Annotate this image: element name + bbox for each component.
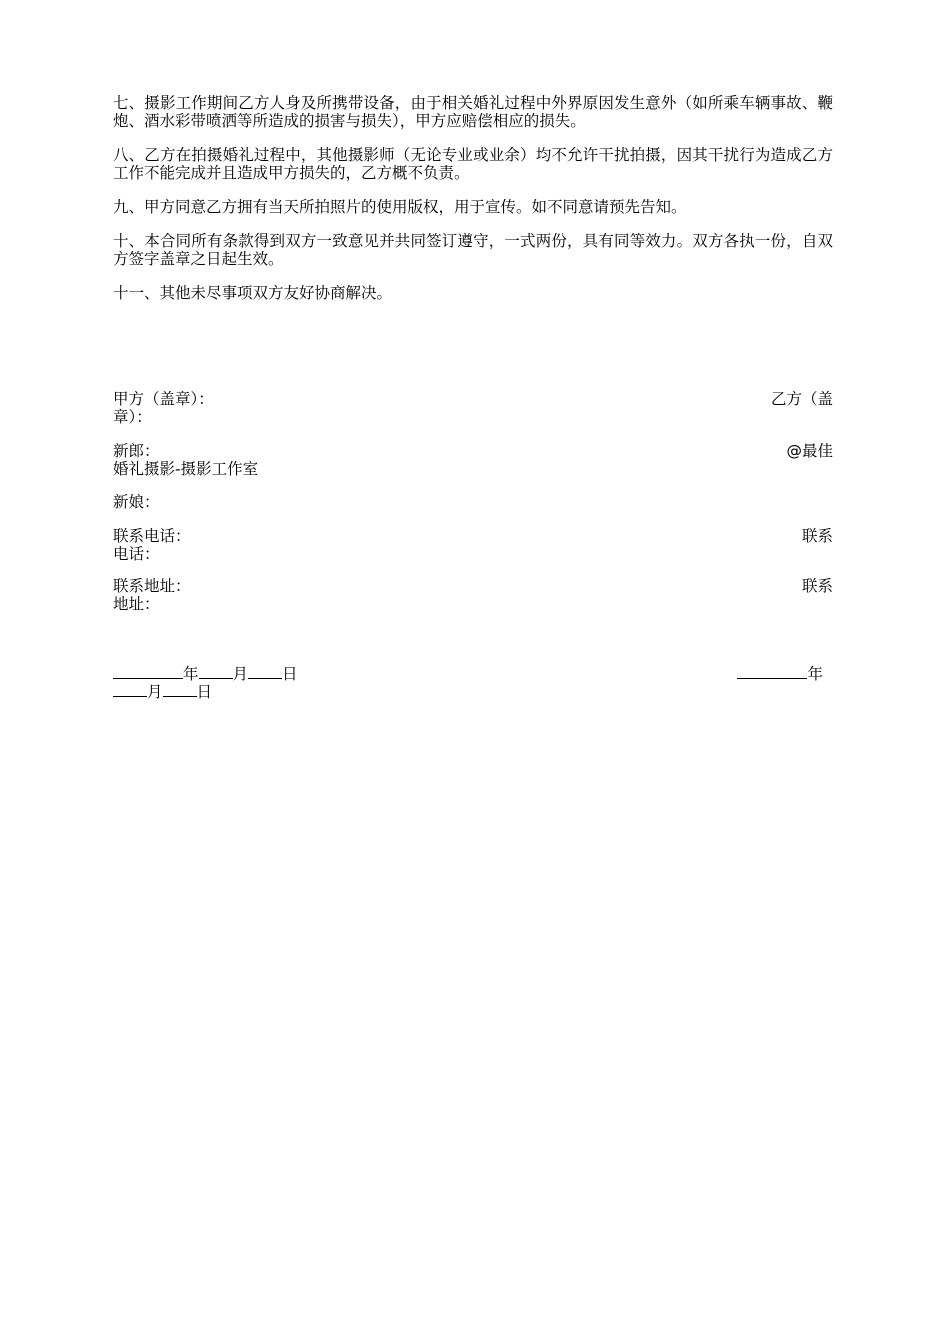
address-label-a: 联系地址： bbox=[113, 577, 191, 595]
year-blank-b[interactable] bbox=[737, 665, 807, 679]
clause-9: 九、甲方同意乙方拥有当天所拍照片的使用版权，用于宣传。如不同意请预先告知。 bbox=[113, 198, 687, 216]
year-label-a: 年 bbox=[183, 665, 199, 683]
year-blank-a[interactable] bbox=[113, 665, 183, 679]
month-label-b: 月 bbox=[147, 683, 163, 701]
address-label-b: 联系 bbox=[801, 577, 833, 595]
clause-10: 十、本合同所有条款得到双方一致意见并共同签订遵守，一式两份，具有同等效力。双方各执一份，自双方签字盖章之日起生效。 bbox=[113, 232, 833, 268]
groom-label: 新郎： bbox=[113, 442, 160, 460]
groom-row bbox=[113, 442, 833, 478]
clause-8: 八、乙方在拍摄婚礼过程中，其他摄影师（无论专业或业余）均不允许干扰拍摄，因其干扰行为造成乙方工作不能完成并且造成甲方损失的，乙方概不负责。 bbox=[113, 146, 833, 182]
day-label-a: 日 bbox=[282, 665, 298, 683]
address-label-b-wrap: 地址： bbox=[113, 595, 160, 613]
party-b-label: 乙方（盖 bbox=[770, 390, 833, 408]
studio-name-wrap: 婚礼摄影-摄影工作室 bbox=[113, 460, 259, 478]
date-b-part2 bbox=[113, 683, 833, 701]
day-label-b: 日 bbox=[196, 683, 213, 701]
date-row bbox=[113, 665, 833, 701]
party-b-label-wrap: 章）： bbox=[113, 408, 152, 426]
month-blank-a[interactable] bbox=[199, 665, 233, 679]
date-b-part1 bbox=[737, 665, 823, 683]
phone-label-b: 联系 bbox=[801, 527, 833, 545]
contract-clauses bbox=[113, 94, 833, 318]
day-blank-a[interactable] bbox=[248, 665, 282, 679]
clause-7: 七、摄影工作期间乙方人身及所携带设备，由于相关婚礼过程中外界原因发生意外（如所乘车辆事故、鞭炮、酒水彩带喷洒等所造成的损害与损失），甲方应赔偿相应的损失。 bbox=[113, 94, 833, 130]
party-a-label: 甲方（盖章）： bbox=[113, 390, 214, 408]
studio-name: @最佳 bbox=[786, 442, 833, 460]
party-labels bbox=[113, 390, 833, 426]
phone-row bbox=[113, 527, 833, 563]
phone-label-b-wrap: 电话： bbox=[113, 545, 160, 563]
address-row bbox=[113, 577, 833, 613]
bride-row bbox=[113, 493, 833, 511]
date-a bbox=[113, 665, 298, 683]
day-blank-b[interactable] bbox=[163, 683, 197, 697]
bride-label: 新娘： bbox=[113, 493, 160, 511]
month-label-a: 月 bbox=[232, 665, 249, 683]
phone-label-a: 联系电话： bbox=[113, 527, 191, 545]
year-label-b: 年 bbox=[807, 665, 823, 683]
clause-11: 十一、其他未尽事项双方友好协商解决。 bbox=[113, 284, 393, 302]
month-blank-b[interactable] bbox=[113, 683, 147, 697]
